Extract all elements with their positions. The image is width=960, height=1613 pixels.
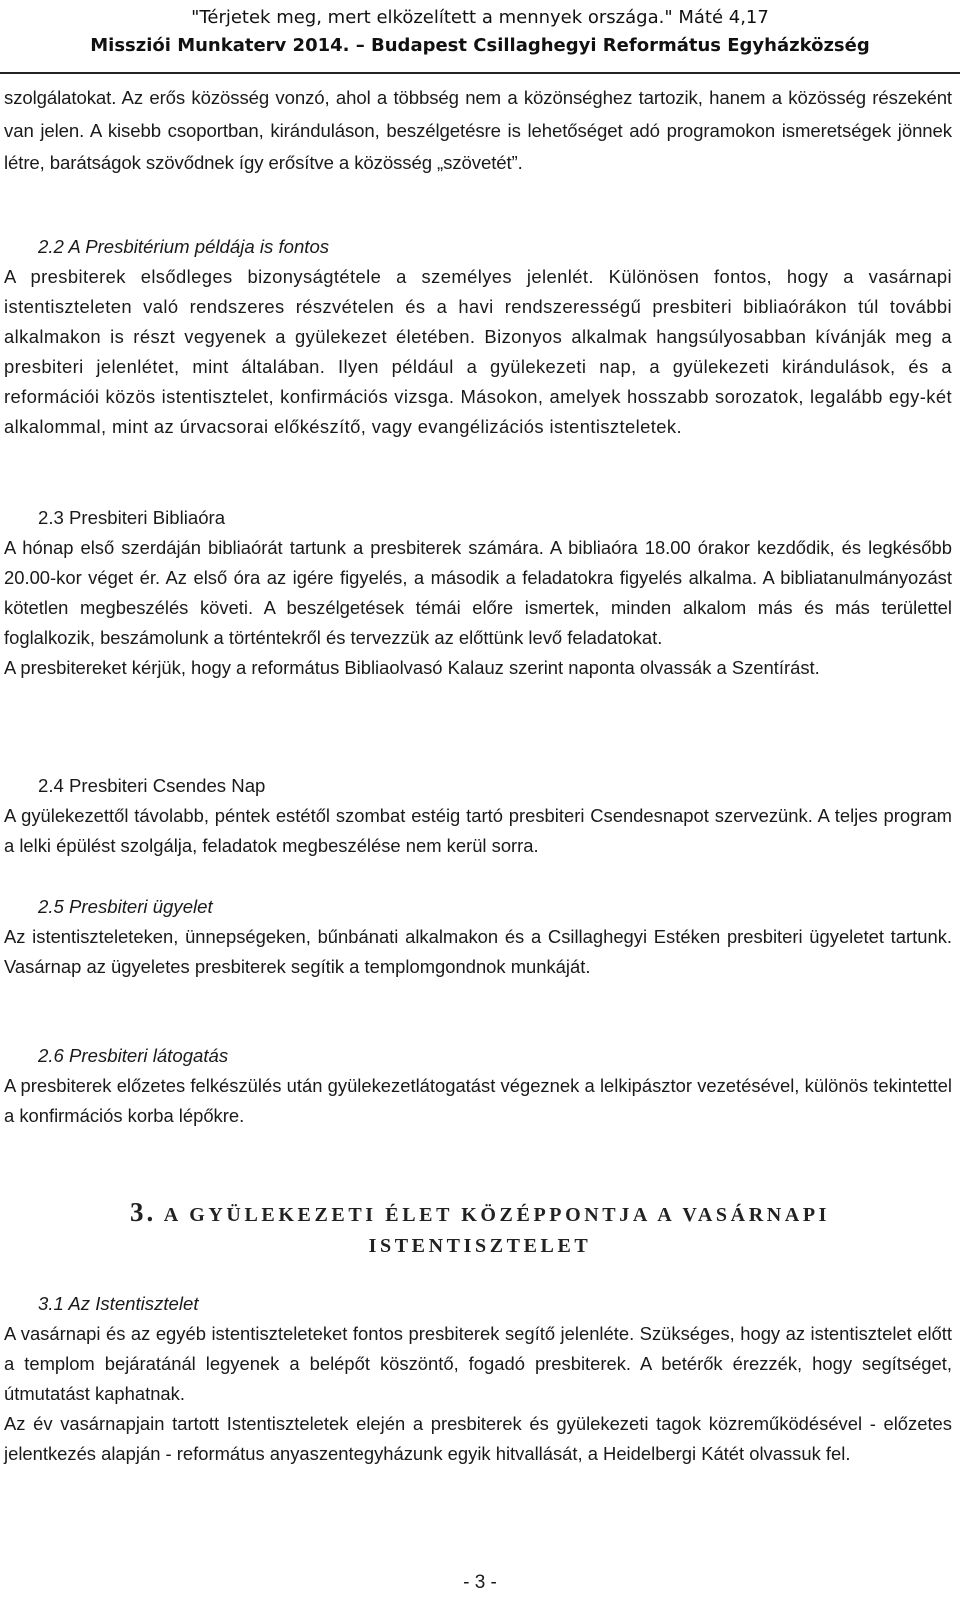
paragraph: A hónap első szerdáján bibliaórát tartunk a presbiterek számára. A bibliaóra 18.00 órakor kezdődik, és legkésőbb 20.00-kor véget ér. Az első óra az igére figyelés, a második a feladatokra figyelés alkalma. A bibliatanulmányozást kötetlen megbeszélés követi. A beszélgetések témái előre ismertek, minden alkalom más és más területtel foglalkozik, beszámolunk a történtekről és tervezzük az előttünk levő feladatokat. bbox=[4, 537, 952, 648]
paragraph: A vasárnapi és az egyéb istentiszteleteket fontos presbiterek segítő jelenléte. Szükséges, hogy az istentisztelet előtt a templom bejáratánál legyenek a belépőt köszöntő, fogadó presbiterek. A betérők érezzék, hogy segítséget, útmutatást kaphatnak. bbox=[4, 1323, 952, 1404]
section-heading: 2.2 A Presbitérium példája is fontos bbox=[38, 236, 330, 257]
section-3-1 bbox=[4, 1289, 952, 1469]
page-number: - 3 - bbox=[463, 1572, 497, 1593]
header-motto: "Térjetek meg, mert elközelített a mennyek országa." Máté 4,17 bbox=[191, 7, 769, 28]
section-heading: 2.3 Presbiteri Bibliaóra bbox=[38, 507, 226, 528]
chapter-title-line2: ISTENTISZTELET bbox=[368, 1235, 592, 1257]
section-2-2 bbox=[4, 232, 952, 442]
section-heading: 2.6 Presbiteri látogatás bbox=[38, 1045, 229, 1066]
chapter-heading bbox=[0, 1192, 960, 1261]
chapter-title-line1: A GYÜLEKEZETI ÉLET KÖZÉPPONTJA A VASÁRNAPI bbox=[163, 1204, 831, 1226]
section-2-4 bbox=[4, 771, 952, 861]
paragraph: A presbiterek előzetes felkészülés után gyülekezetlátogatást végeznek a lelkipásztor vezetésével, különös tekintettel a konfirmációs korba lépőkre. bbox=[4, 1075, 952, 1126]
header-subtitle: Missziói Munkaterv 2014. – Budapest Csillaghegyi Református Egyházközség bbox=[90, 35, 870, 56]
section-heading: 2.4 Presbiteri Csendes Nap bbox=[38, 775, 266, 796]
section-2-3 bbox=[4, 503, 952, 683]
paragraph: A presbitereket kérjük, hogy a református Bibliaolvasó Kalauz szerint naponta olvassák a Szentírást. bbox=[4, 657, 820, 678]
chapter-number: 3. bbox=[129, 1197, 157, 1227]
section-heading: 2.5 Presbiteri ügyelet bbox=[38, 896, 213, 917]
section-heading: 3.1 Az Istentisztelet bbox=[38, 1293, 199, 1314]
section-2-6 bbox=[4, 1041, 952, 1131]
paragraph: Az istentiszteleteken, ünnepségeken, bűnbánati alkalmakon és a Csillaghegyi Estéken presbiteri ügyeletet tartunk. Vasárnap az ügyeletes presbiterek segítik a templomgondnok munkáját. bbox=[4, 926, 952, 977]
intro-paragraph bbox=[4, 82, 952, 180]
paragraph: A gyülekezettől távolabb, péntek estétől szombat estéig tartó presbiteri Csendesnapot szervezünk. A teljes program a lelki épülést szolgálja, feladatok megbeszélése nem kerül sorra. bbox=[4, 805, 952, 856]
section-2-5 bbox=[4, 892, 952, 982]
paragraph: A presbiterek elsődleges bizonyságtétele a személyes jelenlét. Különösen fontos, hogy a vasárnapi istentiszteleten való rendszeres részvételen és a havi rendszerességű presbiteri bibliaórákon túl további alkalmakon is részt vegyenek a gyülekezet életében. Bizonyos alkalmak hangsúlyosabban kívánják meg a presbiteri jelenlétet, mint általában. Ilyen például a gyülekezeti nap, a gyülekezeti kirándulások, és a reformációi közös istentisztelet, konfirmációs vizsga. Másokon, amelyek hosszabb sorozatok, legalább egy-két alkalommal, mint az úrvacsorai előkészítő, vagy evangélizációs istentiszteletek. bbox=[4, 266, 952, 437]
header-divider bbox=[0, 72, 960, 74]
paragraph: Az év vasárnapjain tartott Istentiszteletek elején a presbiterek és gyülekezeti tagok közreműködésével - előzetes jelentkezés alapján - református anyaszentegyházunk egyik hitvallását, a Heidelbergi Kátét olvassuk fel. bbox=[4, 1413, 952, 1464]
page-header bbox=[0, 4, 960, 60]
paragraph: szolgálatokat. Az erős közösség vonzó, ahol a többség nem a közönséghez tartozik, hanem a közösség részeként van jelen. A kisebb csoportban, kiránduláson, beszélgetésre is lehetőséget adó programokon ismeretségek jönnek létre, barátságok szövődnek így erősítve a közösség „szövetét”. bbox=[4, 87, 952, 173]
